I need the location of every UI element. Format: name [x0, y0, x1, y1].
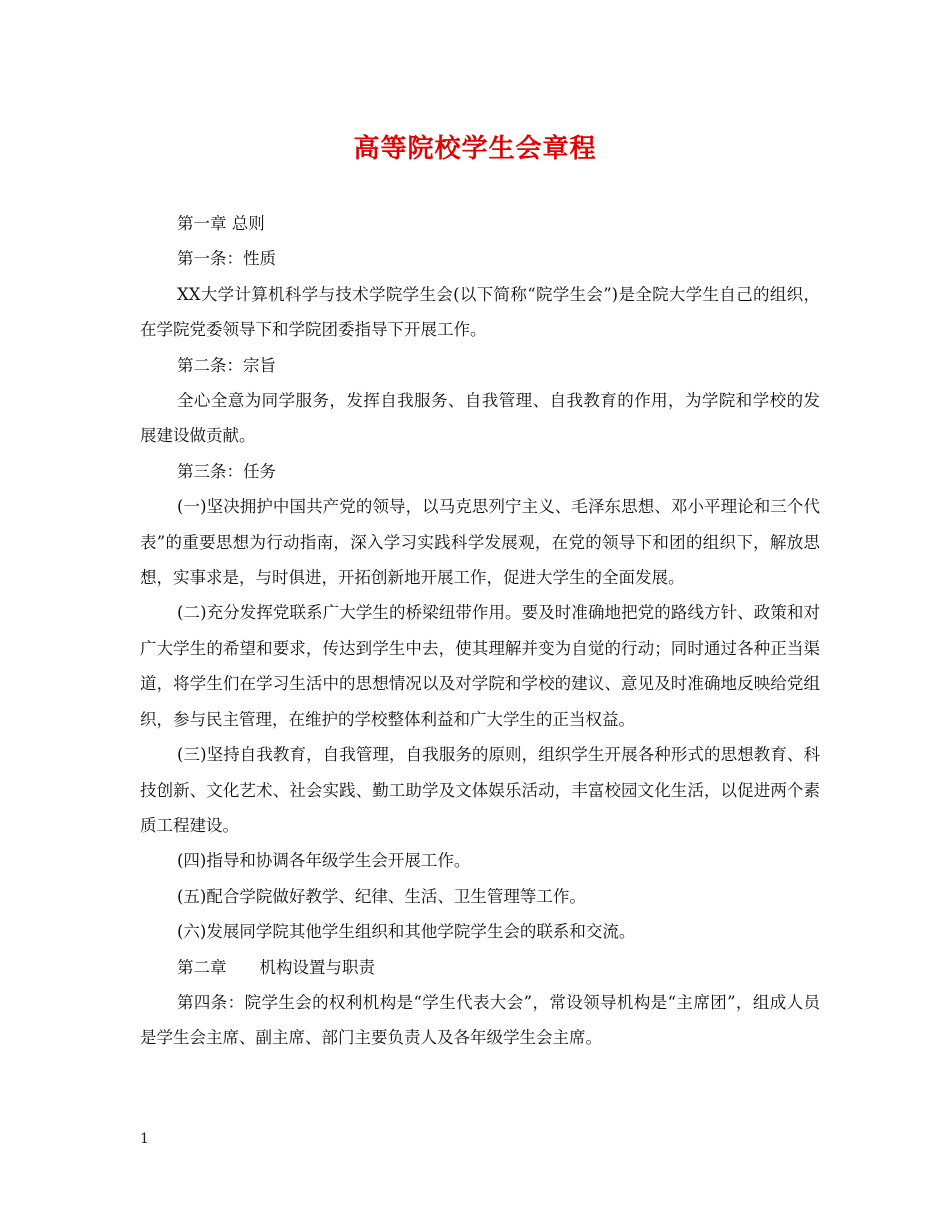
- chapter-heading: 第一章 总则: [177, 214, 265, 233]
- document-title: 高等院校学生会章程: [353, 134, 597, 164]
- body-paragraph: XX大学计算机科学与技术学院学生会(以下简称“院学生会”)是全院大学生自己的组织，在学院党委领导下和学院团委指导下开展工作。: [140, 284, 820, 340]
- article-heading: 第三条：任务: [177, 461, 276, 481]
- article-heading: 第二条：宗旨: [177, 355, 276, 375]
- body-paragraph: 全心全意为同学服务，发挥自我服务、自我管理、自我教育的作用，为学院和学校的发展建设做贡献。: [140, 391, 820, 446]
- page-number: 1: [140, 1131, 149, 1147]
- body-paragraph: (二)充分发挥党联系广大学生的桥梁纽带作用。要及时准确地把党的路线方针、政策和对广大学生的希望和要求，传达到学生中去，使其理解并变为自觉的行动；同时通过各种正当渠道，将学生们在学习生活中的思想情况以及对学院和学校的建议、意见及时准确地反映给党组织，参与民主管理，在维护的学校整体利益和广大学生的正当权益。: [140, 603, 820, 729]
- document-body: [140, 206, 820, 1056]
- article-heading: 第一条：性质: [177, 249, 276, 269]
- body-paragraph: (一)坚决拥护中国共产党的领导，以马克思列宁主义、毛泽东思想、邓小平理论和三个代表”的重要思想为行动指南，深入学习实践科学发展观，在党的领导下和团的组织下，解放思想，实事求是，与时俱进，开拓创新地开展工作，促进大学生的全面发展。: [140, 497, 820, 588]
- body-paragraph: (六)发展同学院其他学生组织和其他学院学生会的联系和交流。: [177, 922, 636, 942]
- body-paragraph: (四)指导和协调各年级学生会开展工作。: [177, 851, 471, 871]
- chapter-heading: 第二章 机构设置与职责: [177, 957, 375, 977]
- body-paragraph: (五)配合学院做好教学、纪律、生活、卫生管理等工作。: [177, 886, 586, 906]
- body-paragraph: (三)坚持自我教育，自我管理，自我服务的原则，组织学生开展各种形式的思想教育、科技创新、文化艺术、社会实践、勤工助学及文体娱乐活动，丰富校园文化生活，以促进两个素质工程建设。: [140, 745, 820, 835]
- body-paragraph: 第四条：院学生会的权利机构是“学生代表大会”，常设领导机构是“主席团”，组成人员是学生会主席、副主席、部门主要负责人及各年级学生会主席。: [140, 992, 820, 1048]
